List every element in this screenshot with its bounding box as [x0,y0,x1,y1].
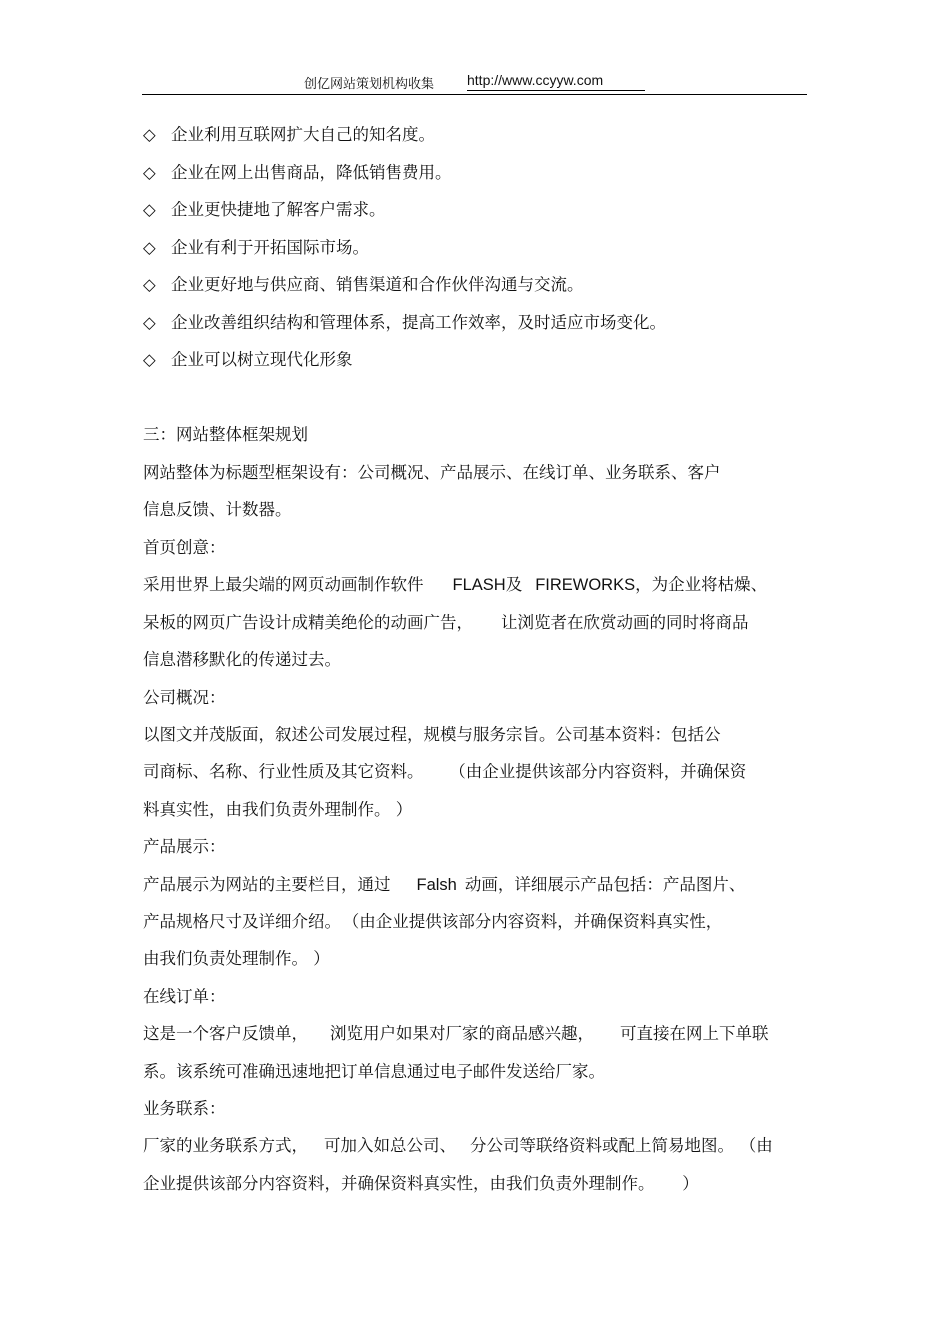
homepage-line: 信息潜移默化的传递过去。 [143,650,341,669]
falsh-term: Falsh [416,876,457,894]
section-title: 三：网站整体框架规划 [143,425,308,444]
company-text: 司商标、名称、行业性质及其它资料。 [143,762,424,781]
homepage-line [143,612,749,634]
intro-line: 信息反馈、计数器。 [143,500,292,519]
bullet-text: 企业可以树立现代化形象 [171,350,353,369]
orders-line: 系。该系统可准确迅速地把订单信息通过电子邮件发送给厂家。 [143,1062,605,1081]
contact-text: 厂家的业务联系方式， [143,1136,308,1155]
contact-text: ） [682,1174,699,1193]
diamond-icon: ◇ [143,163,156,182]
company-text: （由企业提供该部分内容资料，并确保资 [457,762,747,781]
contact-text: （由 [748,1136,773,1155]
bullet-item [143,237,369,259]
orders-line [143,1023,769,1045]
bullet-text: 企业有利于开拓国际市场。 [171,238,369,257]
orders-text: 浏览用户如果对厂家的商品感兴趣， [330,1024,594,1043]
products-text: 产品规格尺寸及详细介绍。 [143,912,341,931]
page-header [142,70,807,95]
orders-heading: 在线订单： [143,987,226,1006]
homepage-text: 及 [505,575,523,594]
bullet-item [143,124,435,146]
intro-line: 网站整体为标题型框架设有：公司概况、产品展示、在线订单、业务联系、客户 [143,463,721,482]
company-line: 以图文并茂版面，叙述公司发展过程，规模与服务宗旨。公司基本资料：包括公 [143,725,721,744]
header-org-name: 创亿网站策划机构收集 [304,77,435,92]
bullet-item [143,312,666,334]
diamond-icon: ◇ [143,125,156,144]
products-text: 动画，详细展示产品包括：产品图片、 [464,875,746,894]
bullet-item [143,199,386,221]
diamond-icon: ◇ [143,275,156,294]
products-line [143,911,722,933]
diamond-icon: ◇ [143,238,156,257]
contact-text: 企业提供该部分内容资料，并确保资料真实性，由我们负责外理制作。 [143,1174,647,1193]
contact-line [143,1135,773,1157]
orders-text: 可直接在网上下单联 [620,1024,769,1043]
bullet-item [143,274,584,296]
homepage-line [143,574,767,596]
products-line [143,874,745,896]
homepage-text: 采用世界上最尖端的网页动画制作软件 [143,575,424,594]
bullet-text: 企业更好地与供应商、销售渠道和合作伙伴沟通与交流。 [171,275,584,294]
diamond-icon: ◇ [143,200,156,219]
contact-text: 可加入如总公司、 [324,1136,456,1155]
bullet-text: 企业更快捷地了解客户需求。 [171,200,386,219]
diamond-icon: ◇ [143,313,156,332]
contact-heading: 业务联系： [143,1099,226,1118]
homepage-text: 让浏览者在欣赏动画的同时将商品 [501,613,749,632]
products-text: 产品展示为网站的主要栏目，通过 [143,875,391,894]
bullet-text: 企业利用互联网扩大自己的知名度。 [171,125,435,144]
bullet-item [143,349,353,371]
products-line: 由我们负责处理制作。 ） [143,949,330,968]
homepage-heading: 首页创意： [143,538,226,557]
fireworks-term: FIREWORKS [535,576,636,594]
company-line: 料真实性，由我们负责外理制作。 ） [143,800,413,819]
company-line [143,761,746,783]
contact-line [143,1173,699,1195]
bullet-text: 企业在网上出售商品，降低销售费用。 [171,163,452,182]
products-text: （由企业提供该部分内容资料，并确保资料真实性， [351,912,723,931]
contact-text: 分公司等联络资料或配上简易地图。 [470,1136,734,1155]
homepage-text: ，为企业将枯燥、 [635,575,768,594]
orders-text: 这是一个客户反馈单， [143,1024,308,1043]
bullet-item [143,162,452,184]
header-url-underline [467,90,645,91]
diamond-icon: ◇ [143,350,156,369]
company-heading: 公司概况： [143,688,226,707]
bullet-text: 企业改善组织结构和管理体系，提高工作效率，及时适应市场变化。 [171,313,666,332]
header-url: http://www.ccyyw.com [467,72,604,88]
flash-term: FLASH [452,576,506,594]
products-heading: 产品展示： [143,837,226,856]
homepage-text: 呆板的网页广告设计成精美绝伦的动画广告， [143,613,473,632]
